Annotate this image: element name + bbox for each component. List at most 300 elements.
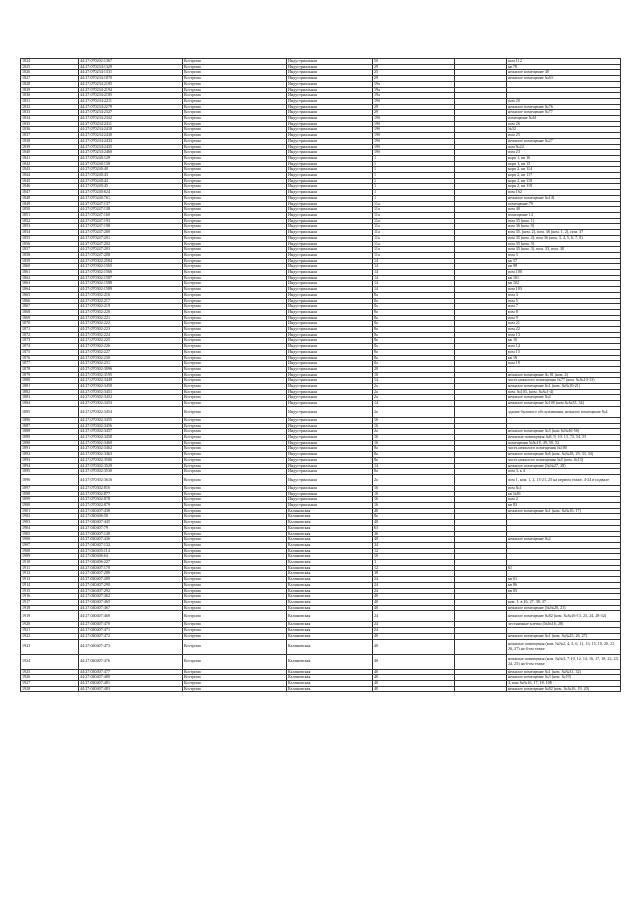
city-cell: Кострома bbox=[183, 70, 287, 76]
street-cell: Индустриальная bbox=[287, 93, 373, 99]
cadastral-number-cell: 44:27:040407:290 bbox=[79, 582, 183, 588]
premises-note-cell: пом 20 bbox=[507, 98, 621, 104]
house-number-cell: 19а bbox=[373, 87, 455, 93]
cadastral-number-cell: 44:27:070247:193 bbox=[79, 218, 183, 224]
row-number-cell: 1897 bbox=[21, 485, 79, 491]
city-cell: Кострома bbox=[183, 560, 287, 566]
cadastral-number-cell: 44:27:070302:3506 bbox=[79, 457, 183, 463]
house-number-cell: 1 bbox=[373, 173, 455, 179]
house-number-cell: 40 bbox=[373, 508, 455, 514]
cadastral-number-cell: 44:27:070234:2460 bbox=[79, 150, 183, 156]
house-number-cell: 8а bbox=[373, 452, 455, 458]
cadastral-number-cell: 44:27:070234:2418 bbox=[79, 127, 183, 133]
cadastral-number-cell: 44:27:040406:227 bbox=[79, 560, 183, 566]
city-cell: Кострома bbox=[183, 150, 287, 156]
cadastral-number-cell: 44:27:070302:3449 bbox=[79, 378, 183, 384]
row-number-cell: 1843 bbox=[21, 167, 79, 173]
street-cell: Индустриальная bbox=[287, 315, 373, 321]
city-cell: Кострома bbox=[183, 611, 287, 622]
premises-note-cell: пом 9 bbox=[507, 315, 621, 321]
house-number-cell: 16 bbox=[373, 423, 455, 429]
row-number-cell: 1910 bbox=[21, 560, 79, 566]
house-number-cell: 8а bbox=[373, 298, 455, 304]
city-cell: Кострома bbox=[183, 76, 287, 82]
room-cell bbox=[455, 406, 507, 417]
row-number-cell: 1882 bbox=[21, 389, 79, 395]
cadastral-number-cell: 44:27:040407:483 bbox=[79, 686, 183, 692]
street-cell: Индустриальная bbox=[287, 258, 373, 264]
street-cell: Индустриальная bbox=[287, 104, 373, 110]
city-cell: Кострома bbox=[183, 321, 287, 327]
row-number-cell: 1869 bbox=[21, 315, 79, 321]
street-cell: Калиновская bbox=[287, 669, 373, 675]
row-number-cell: 1839 bbox=[21, 144, 79, 150]
row-number-cell: 1876 bbox=[21, 355, 79, 361]
house-number-cell: 40 bbox=[373, 669, 455, 675]
city-cell: Кострома bbox=[183, 435, 287, 441]
city-cell: Кострома bbox=[183, 81, 287, 87]
house-number-cell: 29 bbox=[373, 110, 455, 116]
street-cell: Индустриальная bbox=[287, 491, 373, 497]
row-number-cell: 1850 bbox=[21, 207, 79, 213]
street-cell: Индустриальная bbox=[287, 167, 373, 173]
premises-note-cell: пом 103 bbox=[507, 287, 621, 293]
street-cell: Калиновская bbox=[287, 654, 373, 669]
street-cell: Калиновская bbox=[287, 537, 373, 543]
table-row bbox=[21, 406, 621, 417]
house-number-cell: 19б bbox=[373, 138, 455, 144]
cadastral-number-cell: 44:27:070234:2279 bbox=[79, 104, 183, 110]
city-cell: Кострома bbox=[183, 93, 287, 99]
house-number-cell: 16 bbox=[373, 491, 455, 497]
house-number-cell: 16 bbox=[373, 372, 455, 378]
house-number-cell: 2а bbox=[373, 395, 455, 401]
house-number-cell: 19а bbox=[373, 93, 455, 99]
row-number-cell: 1904 bbox=[21, 525, 79, 531]
street-cell: Индустриальная bbox=[287, 440, 373, 446]
city-cell: Кострома bbox=[183, 577, 287, 583]
house-number-cell: 8а bbox=[373, 355, 455, 361]
row-number-cell: 1860 bbox=[21, 264, 79, 270]
premises-note-cell: пом 162 bbox=[507, 190, 621, 196]
city-cell: Кострома bbox=[183, 59, 287, 65]
street-cell: Калиновская bbox=[287, 686, 373, 692]
cadastral-number-cell: 44:27:070234:1329 bbox=[79, 64, 183, 70]
house-number-cell: 40 bbox=[373, 594, 455, 600]
house-number-cell: 11а bbox=[373, 212, 455, 218]
city-cell: Кострома bbox=[183, 384, 287, 390]
street-cell: Индустриальная bbox=[287, 150, 373, 156]
premises-note-cell: пом 8 bbox=[507, 309, 621, 315]
street-cell: Индустриальная bbox=[287, 474, 373, 485]
row-number-cell: 1883 bbox=[21, 395, 79, 401]
street-cell: Индустриальная bbox=[287, 435, 373, 441]
street-cell: Индустриальная bbox=[287, 355, 373, 361]
cadastral-number-cell: 44:27:070247:200 bbox=[79, 230, 183, 236]
row-number-cell: 1848 bbox=[21, 195, 79, 201]
cadastral-number-cell: 44:27:070240:624 bbox=[79, 190, 183, 196]
street-cell: Индустриальная bbox=[287, 195, 373, 201]
street-cell: Индустриальная bbox=[287, 127, 373, 133]
street-cell: Индустриальная bbox=[287, 121, 373, 127]
premises-note-cell: нежилое помещение №27 bbox=[507, 138, 621, 144]
street-cell: Индустриальная bbox=[287, 110, 373, 116]
cadastral-number-cell: 44:27:040406:64 bbox=[79, 554, 183, 560]
premises-note-cell: пом 35 (ком. 4), пом 36 (ком. 3, 4, 5, 6, 7, 8) bbox=[507, 235, 621, 241]
cadastral-number-cell: 44:27:040407:288 bbox=[79, 571, 183, 577]
row-number-cell: 1864 bbox=[21, 287, 79, 293]
street-cell: Индустриальная bbox=[287, 116, 373, 122]
row-number-cell: 1891 bbox=[21, 446, 79, 452]
city-cell: Кострома bbox=[183, 463, 287, 469]
house-number-cell: 19б bbox=[373, 133, 455, 139]
street-cell: Индустриальная bbox=[287, 401, 373, 407]
premises-note-cell: нежилое помещение №82 (ком. №№16-13, 23, 24, 28-32) bbox=[507, 611, 621, 622]
street-cell: Индустриальная bbox=[287, 235, 373, 241]
street-cell: Индустриальная bbox=[287, 173, 373, 179]
street-cell: Калиновская bbox=[287, 525, 373, 531]
row-number-cell: 1880 bbox=[21, 378, 79, 384]
street-cell: Индустриальная bbox=[287, 321, 373, 327]
room-cell bbox=[455, 639, 507, 654]
city-cell: Кострома bbox=[183, 355, 287, 361]
row-number-cell: 1912 bbox=[21, 571, 79, 577]
row-number-cell: 1849 bbox=[21, 201, 79, 207]
city-cell: Кострома bbox=[183, 469, 287, 475]
street-cell: Индустриальная bbox=[287, 155, 373, 161]
row-number-cell: 1928 bbox=[21, 686, 79, 692]
premises-note-cell: нежилое помещение №76 bbox=[507, 104, 621, 110]
premises-note-cell: 3, ком №№16, 17, 18, 108 bbox=[507, 680, 621, 686]
premises-note-cell: нежилое помещение №141 bbox=[507, 195, 621, 201]
premises-note-cell: нежилое помещение №3 (ком. №19) bbox=[507, 675, 621, 681]
row-number-cell: 1861 bbox=[21, 270, 79, 276]
premises-note-cell: помещение №61 bbox=[507, 116, 621, 122]
premises-note-cell: нежилое помещение №63 bbox=[507, 76, 621, 82]
premises-note-cell: пом 19 bbox=[507, 361, 621, 367]
house-number-cell: 29 bbox=[373, 76, 455, 82]
city-cell: Кострома bbox=[183, 309, 287, 315]
row-number-cell: 1925 bbox=[21, 669, 79, 675]
street-cell: Индустриальная bbox=[287, 372, 373, 378]
cadastral-number-cell: 44:27:070202:1367 bbox=[79, 59, 183, 65]
cadastral-number-cell: 44:27:070302:1588 bbox=[79, 281, 183, 287]
row-number-cell: 1887 bbox=[21, 423, 79, 429]
street-cell: Индустриальная bbox=[287, 361, 373, 367]
city-cell: Кострома bbox=[183, 474, 287, 485]
row-number-cell: 1907 bbox=[21, 542, 79, 548]
city-cell: Кострома bbox=[183, 599, 287, 605]
row-number-cell: 1918 bbox=[21, 605, 79, 611]
street-cell: Индустриальная bbox=[287, 264, 373, 270]
row-number-cell: 1896 bbox=[21, 474, 79, 485]
premises-note-cell: пом 15 bbox=[507, 349, 621, 355]
cadastral-number-cell: 44:27:040407:445 bbox=[79, 520, 183, 526]
street-cell: Калиновская bbox=[287, 514, 373, 520]
cadastral-number-cell: 44:27:070234:1331 bbox=[79, 70, 183, 76]
house-number-cell: 29 bbox=[373, 64, 455, 70]
row-number-cell: 1833 bbox=[21, 110, 79, 116]
city-cell: Кострома bbox=[183, 64, 287, 70]
city-cell: Кострома bbox=[183, 338, 287, 344]
city-cell: Кострома bbox=[183, 686, 287, 692]
house-number-cell: 12 bbox=[373, 565, 455, 571]
street-cell: Калиновская bbox=[287, 680, 373, 686]
street-cell: Индустриальная bbox=[287, 429, 373, 435]
cadastral-number-cell: 44:27:070302:879 bbox=[79, 503, 183, 509]
house-number-cell: 8а bbox=[373, 514, 455, 520]
street-cell: Индустриальная bbox=[287, 70, 373, 76]
row-number-cell: 1914 bbox=[21, 582, 79, 588]
city-cell: Кострома bbox=[183, 235, 287, 241]
row-number-cell: 1895 bbox=[21, 469, 79, 475]
house-number-cell: 16 bbox=[373, 497, 455, 503]
table-row bbox=[21, 686, 621, 692]
cadastral-number-cell: 44:27:070302:3457 bbox=[79, 429, 183, 435]
row-number-cell: 1911 bbox=[21, 565, 79, 571]
premises-note-cell: кв 86 bbox=[507, 582, 621, 588]
row-number-cell: 1868 bbox=[21, 309, 79, 315]
premises-note-cell: пом 2 bbox=[507, 497, 621, 503]
house-number-cell: 16 bbox=[373, 435, 455, 441]
cadastral-number-cell: 44:27:070302:3455 bbox=[79, 417, 183, 423]
city-cell: Кострома bbox=[183, 287, 287, 293]
cadastral-number-cell: 44:27:070240:129 bbox=[79, 155, 183, 161]
premises-note-cell: корп 2, кв 119 bbox=[507, 184, 621, 190]
house-number-cell: 19б bbox=[373, 116, 455, 122]
row-number-cell: 1863 bbox=[21, 281, 79, 287]
premises-note-cell: нежилое помещение (№№27, 28) bbox=[507, 463, 621, 469]
house-number-cell: 11а bbox=[373, 247, 455, 253]
house-number-cell: 16 bbox=[373, 440, 455, 446]
street-cell: Калиновская bbox=[287, 622, 373, 628]
row-number-cell: 1893 bbox=[21, 457, 79, 463]
premises-note-cell: пом 35 (ком. 5) bbox=[507, 241, 621, 247]
street-cell: Калиновская bbox=[287, 633, 373, 639]
row-number-cell: 1906 bbox=[21, 537, 79, 543]
cadastral-number-cell: 44:27:040407:477 bbox=[79, 669, 183, 675]
cadastral-number-cell: 44:27:040407:438 bbox=[79, 508, 183, 514]
cadastral-number-cell: 44:27:070302:1565 bbox=[79, 264, 183, 270]
street-cell: Индустриальная bbox=[287, 247, 373, 253]
cadastral-number-cell: 44:27:040407:472 bbox=[79, 633, 183, 639]
cadastral-number-cell: 44:27:070240:43 bbox=[79, 173, 183, 179]
house-number-cell: 24 bbox=[373, 611, 455, 622]
cadastral-number-cell: 44:27:070302:3096 bbox=[79, 366, 183, 372]
cadastral-number-cell: 44:27:070302:3529 bbox=[79, 463, 183, 469]
house-number-cell: 16 bbox=[373, 503, 455, 509]
cadastral-number-cell: 44:27:070247:201 bbox=[79, 235, 183, 241]
city-cell: Кострома bbox=[183, 372, 287, 378]
premises-note-cell: пом 100 bbox=[507, 270, 621, 276]
row-number-cell: 1879 bbox=[21, 372, 79, 378]
premises-note-cell: помещение 79 bbox=[507, 201, 621, 207]
city-cell: Кострома bbox=[183, 344, 287, 350]
city-cell: Кострома bbox=[183, 252, 287, 258]
street-cell: Индустриальная bbox=[287, 87, 373, 93]
house-number-cell: 40 bbox=[373, 599, 455, 605]
house-number-cell: 19б bbox=[373, 150, 455, 156]
street-cell: Индустриальная bbox=[287, 287, 373, 293]
city-cell: Кострома bbox=[183, 639, 287, 654]
house-number-cell: 14 bbox=[373, 463, 455, 469]
house-number-cell: 40 bbox=[373, 537, 455, 543]
row-number-cell: 1824 bbox=[21, 59, 79, 65]
house-number-cell: 11а bbox=[373, 241, 455, 247]
premises-note-cell: нежилое помещение №1 (ком. №№16, 17) bbox=[507, 508, 621, 514]
row-number-cell: 1831 bbox=[21, 98, 79, 104]
row-number-cell: 1884 bbox=[21, 401, 79, 407]
cadastral-number-cell: 44:27:070302:221 bbox=[79, 315, 183, 321]
house-number-cell: 8а bbox=[373, 304, 455, 310]
premises-note-cell: пом 40 bbox=[507, 207, 621, 213]
premises-note-cell: кв 102 bbox=[507, 281, 621, 287]
city-cell: Кострома bbox=[183, 190, 287, 196]
street-cell: Индустриальная bbox=[287, 406, 373, 417]
city-cell: Кострома bbox=[183, 349, 287, 355]
city-cell: Кострома bbox=[183, 628, 287, 634]
city-cell: Кострома bbox=[183, 503, 287, 509]
house-number-cell: 19б bbox=[373, 144, 455, 150]
row-number-cell: 1854 bbox=[21, 230, 79, 236]
premises-note-cell: кв 83 bbox=[507, 503, 621, 509]
row-number-cell: 1859 bbox=[21, 258, 79, 264]
premises-note-cell: пом 3 bbox=[507, 252, 621, 258]
premises-note-cell: нежилые помещения (ком. №№2, 4, 5, 6, 11, 13, 15, 19, 20, 21, 26, 27) на 6-ом этаже bbox=[507, 639, 621, 654]
house-number-cell: 14 bbox=[373, 264, 455, 270]
house-number-cell: 11а bbox=[373, 207, 455, 213]
house-number-cell: 2а bbox=[373, 429, 455, 435]
house-number-cell: 40 bbox=[373, 639, 455, 654]
house-number-cell: 16 bbox=[373, 417, 455, 423]
cadastral-number-cell: 44:27:070302:217 bbox=[79, 298, 183, 304]
cadastral-number-cell: 44:27:070247:198 bbox=[79, 224, 183, 230]
cadastral-number-cell: 44:27:070302:3458 bbox=[79, 435, 183, 441]
house-number-cell: 36 bbox=[373, 531, 455, 537]
cadastral-number-cell: 44:27:070302:3195 bbox=[79, 372, 183, 378]
house-number-cell: 8а bbox=[373, 315, 455, 321]
table-row bbox=[21, 611, 621, 622]
house-number-cell: 10 bbox=[373, 554, 455, 560]
row-number-cell: 1915 bbox=[21, 588, 79, 594]
register-table-body bbox=[21, 59, 621, 692]
house-number-cell: 8а bbox=[373, 349, 455, 355]
city-cell: Кострома bbox=[183, 548, 287, 554]
cadastral-number-cell: 44:27:070302:3463 bbox=[79, 452, 183, 458]
cadastral-number-cell: 44:27:070302:224 bbox=[79, 332, 183, 338]
street-cell: Индустриальная bbox=[287, 190, 373, 196]
row-number-cell: 1847 bbox=[21, 190, 79, 196]
street-cell: Индустриальная bbox=[287, 230, 373, 236]
street-cell: Индустриальная bbox=[287, 327, 373, 333]
premises-note-cell: кв 78 bbox=[507, 64, 621, 70]
cadastral-number-cell: 44:27:070302:3460 bbox=[79, 440, 183, 446]
house-number-cell: 8а bbox=[373, 338, 455, 344]
premises-note-cell: нежилое помещение №82 (ком. №№16, 19, 20) bbox=[507, 686, 621, 692]
row-number-cell: 1908 bbox=[21, 548, 79, 554]
house-number-cell: 40 bbox=[373, 520, 455, 526]
cadastral-number-cell: 44:27:040407:473 bbox=[79, 639, 183, 654]
house-number-cell: 16 bbox=[373, 485, 455, 491]
premises-note-cell: помещение 14 bbox=[507, 212, 621, 218]
row-number-cell: 1851 bbox=[21, 212, 79, 218]
cadastral-number-cell: 44:27:070302:220 bbox=[79, 309, 183, 315]
house-number-cell: 1 bbox=[373, 161, 455, 167]
premises-note-cell: нежилое помещение №1 (ком. №№31, 32) bbox=[507, 669, 621, 675]
house-number-cell: 11а bbox=[373, 201, 455, 207]
row-number-cell: 1924 bbox=[21, 654, 79, 669]
row-number-cell: 1888 bbox=[21, 429, 79, 435]
cadastral-number-cell: 44:27:070302:225 bbox=[79, 338, 183, 344]
row-number-cell: 1922 bbox=[21, 633, 79, 639]
house-number-cell: 1 bbox=[373, 195, 455, 201]
house-number-cell: 24 bbox=[373, 588, 455, 594]
city-cell: Кострома bbox=[183, 98, 287, 104]
cadastral-number-cell: 44:27:070234:2430 bbox=[79, 133, 183, 139]
row-number-cell: 1841 bbox=[21, 155, 79, 161]
city-cell: Кострома bbox=[183, 457, 287, 463]
premises-note-cell: нежилое помещение 40 bbox=[507, 70, 621, 76]
premises-note-cell: пом 22 bbox=[507, 327, 621, 333]
street-cell: Индустриальная bbox=[287, 338, 373, 344]
row-number-cell: 1830 bbox=[21, 93, 79, 99]
street-cell: Калиновская bbox=[287, 508, 373, 514]
cadastral-number-cell: 44:27:070302:3454 bbox=[79, 406, 183, 417]
premises-note-cell: пом 13 bbox=[507, 332, 621, 338]
house-number-cell: 19б bbox=[373, 121, 455, 127]
premises-note-cell: пом 112 bbox=[507, 59, 621, 65]
row-number-cell: 1874 bbox=[21, 344, 79, 350]
cadastral-number-cell: 44:27:040407:480 bbox=[79, 675, 183, 681]
street-cell: Калиновская bbox=[287, 554, 373, 560]
premises-note-cell: 61 bbox=[507, 565, 621, 571]
cadastral-number-cell: 44:27:070240:130 bbox=[79, 161, 183, 167]
premises-note-cell: пом 36 (ком. 9) bbox=[507, 224, 621, 230]
cadastral-number-cell: 44:27:070234:1870 bbox=[79, 76, 183, 82]
cadastral-number-cell: 44:27:070302:2584 bbox=[79, 258, 183, 264]
cadastral-number-cell: 44:27:070247:202 bbox=[79, 241, 183, 247]
street-cell: Индустриальная bbox=[287, 349, 373, 355]
row-number-cell: 1886 bbox=[21, 417, 79, 423]
premises-note-cell: пом 21 bbox=[507, 321, 621, 327]
city-cell: Кострома bbox=[183, 680, 287, 686]
city-cell: Кострома bbox=[183, 429, 287, 435]
street-cell: Калиновская bbox=[287, 571, 373, 577]
street-cell: Индустриальная bbox=[287, 304, 373, 310]
street-cell: Индустриальная bbox=[287, 281, 373, 287]
cadastral-number-cell: 44:27:070302:3530 bbox=[79, 469, 183, 475]
premises-note-cell: пом №22 bbox=[507, 144, 621, 150]
premises-note-cell: нежилое помещение №1 (ком. №№10-21) bbox=[507, 384, 621, 390]
row-number-cell: 1917 bbox=[21, 599, 79, 605]
cadastral-number-cell: 44:27:070302:3451 bbox=[79, 389, 183, 395]
premises-note-cell: пом 25 bbox=[507, 133, 621, 139]
city-cell: Кострома bbox=[183, 633, 287, 639]
row-number-cell: 1865 bbox=[21, 292, 79, 298]
premises-note-cell: пом 35 (ком. 3), пом. 33, пом. 38 bbox=[507, 247, 621, 253]
cadastral-number-cell: 44:27:040407:292 bbox=[79, 588, 183, 594]
street-cell: Индустриальная bbox=[287, 384, 373, 390]
row-number-cell: 1836 bbox=[21, 127, 79, 133]
cadastral-number-cell: 44:27:040407:469 bbox=[79, 611, 183, 622]
city-cell: Кострома bbox=[183, 258, 287, 264]
cadastral-number-cell: 44:27:070302:3456 bbox=[79, 423, 183, 429]
street-cell: Калиновская bbox=[287, 639, 373, 654]
row-number-cell: 1913 bbox=[21, 577, 79, 583]
street-cell: Индустриальная bbox=[287, 252, 373, 258]
street-cell: Индустриальная bbox=[287, 207, 373, 213]
cadastral-number-cell: 44:27:070302:816 bbox=[79, 485, 183, 491]
